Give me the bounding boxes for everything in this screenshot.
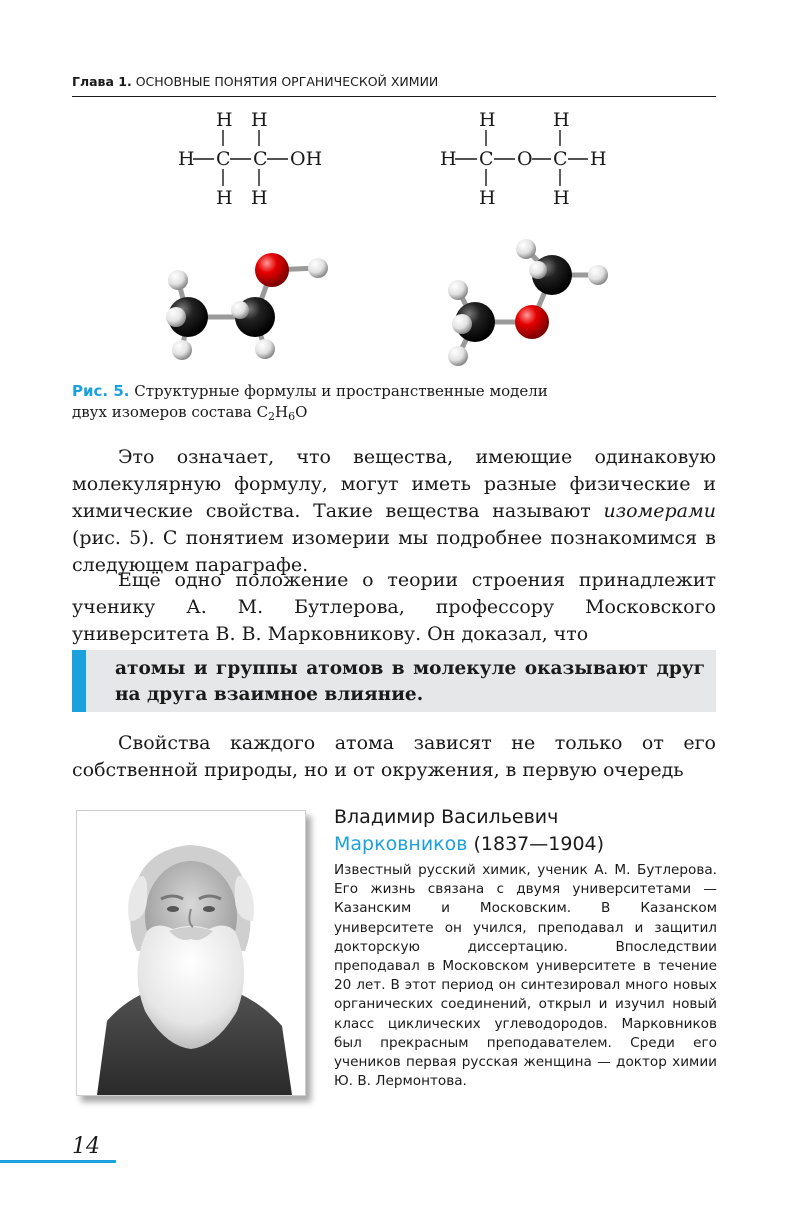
- atom-h: H: [479, 187, 496, 209]
- atom-h: H: [178, 148, 195, 170]
- atom-h: H: [440, 148, 457, 170]
- atom-h: H: [590, 148, 607, 170]
- portrait-illustration: [77, 811, 305, 1095]
- caption-h: H: [275, 403, 289, 421]
- subscript: 2: [268, 410, 276, 423]
- oxygen-atom: [515, 305, 549, 339]
- bio-text: Известный русский химик, ученик А. М. Бутлерова. Его жизнь связана с двумя университетами — Казанским и Московским. В Казанском университете он учился, преподавал и защитил докторскую диссертацию. Впоследствии преподавал в Московском университете в течение 20 лет. В этот период он синтезировал много новых органических соединений, открыл и изучил новый класс циклических углеводородов. Марковников был прекрасным преподавателем. Среди его учеников первая русская женщина — доктор химии Ю. В. Лермонтова.: [334, 862, 717, 1090]
- chapter-title: ОСНОВНЫЕ ПОНЯТИЯ ОРГАНИЧЕСКОЙ ХИМИИ: [135, 74, 439, 89]
- bonds: [193, 130, 288, 186]
- page-number-rule: [0, 1160, 116, 1163]
- atom-h: H: [251, 109, 268, 131]
- bio-heading: [334, 804, 604, 858]
- hydrogen-atom: [308, 258, 328, 278]
- hydrogen-atom: [172, 340, 192, 360]
- paragraph-markovnikov: [72, 567, 716, 648]
- bio-first-name: Владимир Васильевич: [334, 806, 559, 828]
- hydrogen-atom: [255, 339, 275, 359]
- atom-c: C: [553, 148, 568, 170]
- atom-h: H: [216, 109, 233, 131]
- atom-h: H: [479, 109, 496, 131]
- hydrogen-atom: [516, 239, 536, 259]
- figure-caption: [72, 381, 632, 427]
- atom-oh: OH: [290, 148, 323, 170]
- key-statement-box: [72, 650, 716, 712]
- para1-text: Это означает, что вещества, имеющие одинаковую молекулярную формулу, могут иметь разные физические и химические свойства. Такие вещества называют: [72, 446, 716, 522]
- para2-text: Ещё одно положение о теории строения принадлежит ученику А. М. Бутлерова, профессору Московского университета В. В. Марковникову. Он доказал, что: [72, 569, 716, 645]
- hydrogen-atom: [231, 301, 249, 319]
- paragraph-properties: [72, 730, 716, 784]
- para1-text-end: (рис. 5). С понятием изомерии мы подробнее познакомимся в следующем параграфе.: [72, 527, 716, 576]
- hydrogen-atom: [529, 261, 547, 279]
- atom-h: H: [553, 109, 570, 131]
- chapter-number: Глава 1.: [72, 74, 132, 89]
- header-rule: [72, 96, 716, 97]
- caption-line1: Структурные формулы и пространственные модели: [129, 382, 548, 400]
- caption-o: O: [295, 403, 308, 421]
- bio-years: (1837—1904): [467, 833, 605, 855]
- dimethyl-ether-structural-formula: [432, 106, 622, 214]
- caption-line2: двух изомеров состава C: [72, 403, 269, 421]
- bio-surname: Марковников: [334, 833, 468, 855]
- atom-c: C: [479, 148, 494, 170]
- atom-h: H: [216, 187, 233, 209]
- ethanol-structural-formula: [170, 106, 340, 214]
- hydrogen-atom: [168, 270, 188, 290]
- hydrogen-atom: [448, 280, 468, 300]
- accent-bar: [72, 650, 86, 712]
- atom-h: H: [251, 187, 268, 209]
- hydrogen-atom: [166, 307, 186, 327]
- figure-label: Рис. 5.: [72, 382, 130, 400]
- hydrogen-atom: [588, 265, 608, 285]
- subscript: 6: [288, 410, 296, 423]
- ethanol-model: [166, 253, 328, 360]
- atom-h: H: [553, 187, 570, 209]
- portrait-markovnikov: [76, 810, 306, 1096]
- atom-o: O: [517, 148, 533, 170]
- key-statement: атомы и группы атомов в молекуле оказывают друг на друга взаимное влияние.: [115, 658, 705, 705]
- running-header: [72, 74, 716, 89]
- page-number: 14: [72, 1134, 100, 1159]
- oxygen-atom: [255, 253, 289, 287]
- atom-c: C: [216, 148, 231, 170]
- molecular-models: [150, 232, 630, 372]
- dimethyl-ether-model: [448, 239, 608, 366]
- term-isomers: изомерами: [603, 500, 716, 522]
- hydrogen-atom: [448, 346, 468, 366]
- atom-c: C: [253, 148, 268, 170]
- para3-text: Свойства каждого атома зависят не только от его собственной природы, но и от окружения, в первую очередь: [72, 732, 716, 781]
- hydrogen-atom: [452, 314, 472, 334]
- paragraph-isomers: [72, 444, 716, 579]
